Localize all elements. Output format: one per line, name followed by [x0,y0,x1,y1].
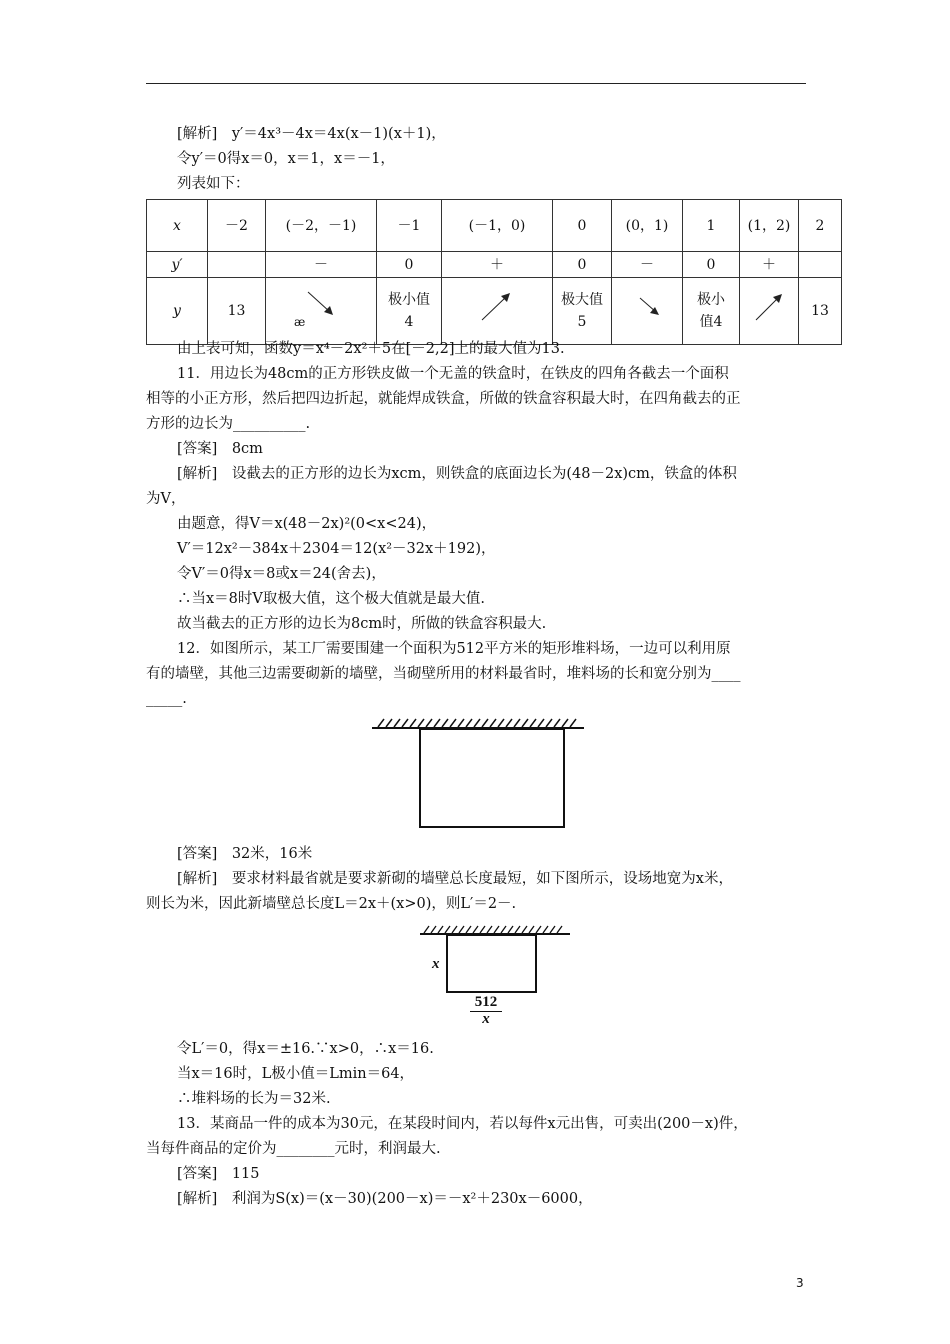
table-cell-decreasing [266,278,377,345]
answer-12: [答案] 32米，16米 [177,846,313,862]
solution-12-line-1: [解析] 要求材料最省就是要求新砌的墙壁总长度最短，如下图所示，设场地宽为x米， [177,871,733,887]
solution-12-line-3: 令L′＝0，得x＝±16.∵x>0，∴x＝16. [177,1041,434,1057]
width-label: x [432,956,440,972]
table-cell-increasing [740,278,799,345]
table-cell: 极小值4 [377,278,442,345]
solution-11-line-4: V′＝12x²－384x＋2304＝12(x²－32x＋192)， [177,541,496,557]
solution-11-line-7: 故当截去的正方形的边长为8cm时，所做的铁盒容积最大. [177,616,547,632]
table-cell: 0 [553,200,612,252]
table-row-y [147,278,842,345]
answer-11: [答案] 8cm [177,441,263,457]
table-cell [208,252,266,278]
question-12-line-1: 12．如图所示，某工厂需要围建一个面积为512平方米的矩形堆料场，一边可以利用原 [177,641,731,657]
arrow-up-right-icon [442,278,552,338]
table-cell: 13 [208,278,266,345]
table-row-x [147,200,842,252]
table-cell: 0 [553,252,612,278]
table-cell: － [612,252,683,278]
table-cell: 1 [683,200,740,252]
yard-figure-1 [370,714,586,834]
table-cell: 极大值5 [553,278,612,345]
fraction-numerator: 512 [474,994,498,1010]
table-cell: (－2，－1) [266,200,377,252]
arrow-down-right-icon [618,278,676,338]
table-cell: 极小值4 [683,278,740,345]
solution-11-line-3: 由题意，得V＝x(48－2x)²(0<x<24)， [177,516,437,532]
solution-12-line-4: 当x＝16时，L极小值＝Lmin＝64， [177,1066,415,1082]
table-cell: x [147,200,208,252]
header-rule [146,83,806,84]
solution-12-line-5: ∴堆料场的长为＝32米. [177,1091,331,1107]
solution-11-line-6: ∴当x＝8时V取极大值，这个极大值就是最大值. [177,591,485,607]
table-cell: － [266,252,377,278]
arrow-up-right-icon [740,278,798,338]
table-cell [799,252,842,278]
question-11-line-3: 方形的边长为__________. [146,416,311,432]
fraction-denominator: x [482,1011,490,1027]
variation-table [146,199,842,345]
length-fraction [462,995,510,1027]
table-cell-increasing [442,278,553,345]
page-number: 3 [796,1276,804,1290]
stray-glyph: æ [294,315,306,329]
solution-11-line-5: 令V′＝0得x＝8或x＝24(舍去)， [177,566,386,582]
line-table-intro: 列表如下： [177,176,250,192]
table-cell: 0 [377,252,442,278]
table-cell: (0，1) [612,200,683,252]
table-cell: y [147,278,208,345]
question-11-line-1: 11．用边长为48cm的正方形铁皮做一个无盖的铁盒时，在铁皮的四角各截去一个面积 [177,366,729,382]
table-cell: 13 [799,278,842,345]
table-cell: －2 [208,200,266,252]
yard-figure-2 [416,922,572,994]
arrow-down-right-icon [266,278,376,338]
line-analysis-derivative: [解析] y′＝4x³－4x＝4x(x－1)(x＋1)， [177,126,446,142]
table-cell: (－1，0) [442,200,553,252]
solution-12-line-2: 则长为米，因此新墙壁总长度L＝2x＋(x>0)，则L′＝2－. [146,896,517,912]
question-11-line-2: 相等的小正方形，然后把四边折起，就能焊成铁盒，所做的铁盒容积最大时，在四角截去的正 [146,391,741,407]
table-cell-decreasing [612,278,683,345]
table-cell: 2 [799,200,842,252]
table-cell: ＋ [442,252,553,278]
table-cell: y′ [147,252,208,278]
solution-11-line-1: [解析] 设截去的正方形的边长为xcm，则铁盒的底面边长为(48－2x)cm，铁盒的体积 [177,466,737,482]
table-row-derivative [147,252,842,278]
question-13-line-2: 当每件商品的定价为________元时，利润最大. [146,1141,441,1157]
table-cell: (1，2) [740,200,799,252]
question-12-line-3: _____. [146,691,187,707]
solution-11-line-2: 为V， [146,491,186,507]
line-critical-points: 令y′＝0得x＝0，x＝1，x＝－1， [177,151,395,167]
line-table-conclusion: 由上表可知，函数y＝x⁴－2x²＋5在[－2,2]上的最大值为13. [177,341,565,357]
table-cell: －1 [377,200,442,252]
question-13-line-1: 13．某商品一件的成本为30元，在某段时间内，若以每件x元出售，可卖出(200－x)件， [177,1116,748,1132]
answer-13: [答案] 115 [177,1166,260,1182]
table-cell: 0 [683,252,740,278]
table-cell: ＋ [740,252,799,278]
solution-13-line-1: [解析] 利润为S(x)＝(x－30)(200－x)＝－x²＋230x－6000， [177,1191,593,1207]
question-12-line-2: 有的墙壁，其他三边需要砌新的墙壁，当砌壁所用的材料最省时，堆料场的长和宽分别为____ [146,666,741,682]
